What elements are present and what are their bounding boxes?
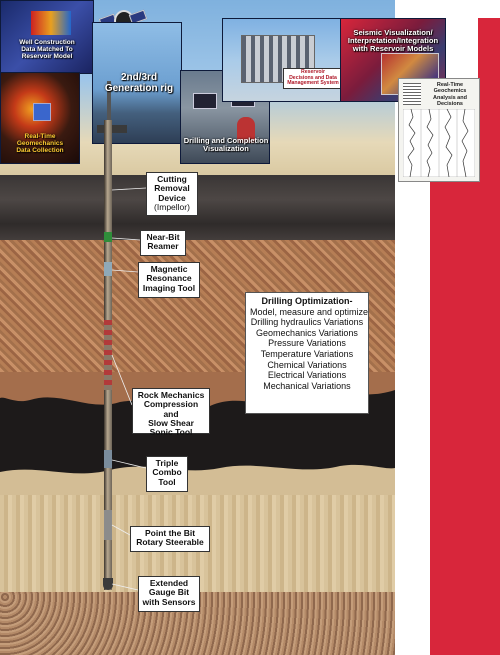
magnetic-line: Magnetic — [150, 264, 188, 274]
drilling-optimization-box — [245, 292, 369, 414]
reservoir-line: Management System — [287, 80, 339, 87]
rig-line: 2nd/3rd — [120, 72, 158, 83]
extended-gauge-line: Extended — [149, 578, 189, 588]
real-time-line: Real-Time — [24, 133, 56, 140]
real-time-line: Geomechanics — [16, 140, 64, 148]
rock-mechanics-line: Sonic Tool — [149, 427, 193, 438]
geochemics-line: Real-Time — [436, 82, 464, 88]
magnetic-line: Resonance — [146, 273, 192, 284]
seismic-line: with Reservoir Models — [352, 44, 434, 54]
well-construction-line: Well Construction — [19, 39, 75, 46]
optimization-line: Geomechanics Variations — [256, 327, 358, 338]
cutting-removal-line: Cutting — [157, 174, 187, 184]
well-construction-line: Data Matched To — [21, 46, 73, 54]
optimization-line: Drilling hydraulics Variations — [250, 317, 364, 328]
geochemics-line: Analysis and Decisions — [433, 94, 467, 107]
seismic-line: Seismic Visualization/ — [353, 28, 433, 37]
optimization-line: Model, measure and optimize — [250, 306, 369, 317]
point-bit-line: Point the Bit — [144, 528, 196, 538]
drilling-visualization-line: Drilling and Completion — [183, 136, 269, 145]
reservoir-line: Decisions and Data — [289, 74, 337, 81]
triple-combo-line: Triple — [155, 458, 179, 468]
callout-rock-mechanics — [132, 388, 210, 438]
callout-extended-gauge — [138, 576, 200, 612]
reservoir-line: Reservoir — [301, 69, 325, 75]
magnetic-line: Imaging Tool — [142, 282, 196, 293]
extended-gauge-line: Gauge Bit — [148, 587, 190, 598]
optimization-line: Pressure Variations — [268, 338, 346, 349]
drilling-optimization-title: Drilling Optimization- — [261, 296, 353, 306]
near-bit-line: Reamer — [147, 241, 179, 252]
drilling-visualization-line: Visualization — [203, 144, 249, 154]
rock-mechanics-line: Slow Shear — [148, 418, 194, 429]
callout-cutting-removal — [146, 172, 198, 216]
rock-mechanics-line: Rock Mechanics — [137, 390, 205, 400]
callout-magnetic-resonance — [138, 262, 200, 298]
callout-point-the-bit — [130, 526, 210, 552]
cutting-removal-line: (Impellor) — [154, 202, 190, 213]
rock-mechanics-line: Compression and — [143, 399, 199, 419]
rig-line: Generation rig — [104, 82, 174, 94]
geochemics-line: Geochemics — [433, 88, 467, 95]
triple-combo-line: Combo — [152, 467, 182, 478]
triple-combo-line: Tool — [158, 476, 176, 487]
real-time-line: Data Collection — [16, 147, 64, 155]
cutting-removal-line: Device — [158, 192, 186, 203]
point-bit-line: Rotary Steerable — [136, 537, 204, 548]
well-construction-line: Reservoir Model — [21, 53, 73, 61]
extended-gauge-line: with Sensors — [142, 596, 196, 607]
seismic-line: Interpretation/Integration — [347, 36, 439, 46]
cutting-removal-line: Removal — [154, 183, 190, 194]
optimization-line: Mechanical Variations — [263, 380, 351, 391]
optimization-line: Chemical Variations — [267, 359, 347, 370]
callout-triple-combo — [146, 456, 188, 492]
optimization-line: Temperature Variations — [260, 349, 354, 360]
near-bit-line: Near-Bit — [146, 232, 180, 242]
callout-near-bit-reamer — [140, 230, 186, 256]
optimization-line: Electrical Variations — [267, 370, 347, 381]
